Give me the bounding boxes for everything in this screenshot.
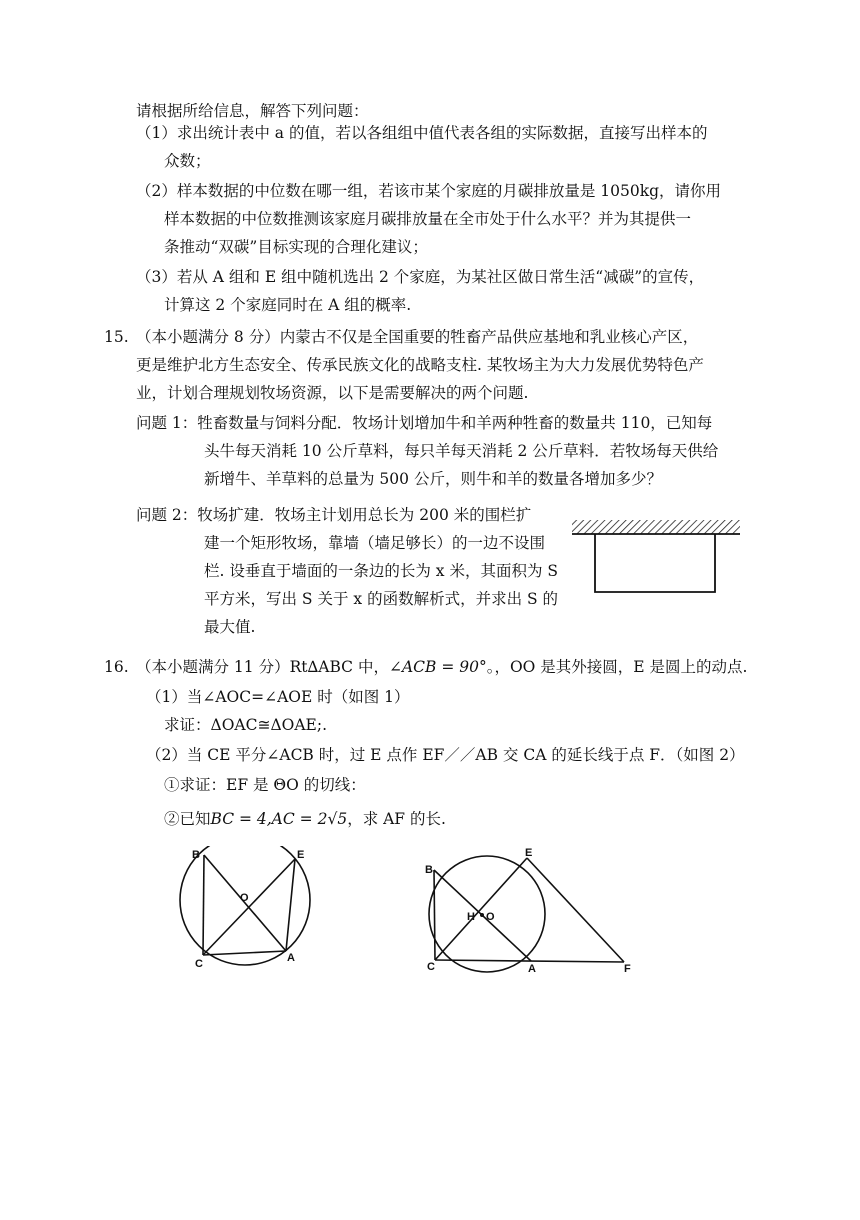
q15-problem2-line2: 建一个矩形牧场，靠墙（墙足够长）的一边不设围 bbox=[204, 534, 546, 552]
fig1-line-CA bbox=[203, 951, 286, 955]
q15-problem2-line3: 栏. 设垂直于墙面的一条边的长为 x 米，其面积为 S bbox=[204, 562, 558, 580]
figure-2 bbox=[424, 846, 644, 986]
q16-part1-proof: 求证：ΔOAC≅ΔOAE;. bbox=[164, 716, 327, 734]
q14-part2-line2: 样本数据的中位数推测该家庭月碳排放量在全市处于什么水平？并为其提供一 bbox=[164, 210, 692, 228]
q16-part2-sub2 bbox=[164, 808, 446, 830]
q15-problem1-line3: 新增牛、羊草料的总量为 500 公斤，则牛和羊的数量各增加多少？ bbox=[204, 470, 662, 488]
q15-problem2-line5: 最大值. bbox=[204, 618, 256, 636]
q16-sub2-pre: ②已知 bbox=[164, 810, 211, 828]
q15-line2: 更是维护北方生态安全、传承民族文化的战略支柱. 某牧场主为大力发展优势特色产 bbox=[136, 356, 704, 374]
wall-hatch bbox=[572, 520, 740, 534]
q15-problem1-line1: 问题 1：牲畜数量与饲料分配．牧场计划增加牛和羊两种牲畜的数量共 110，已知每 bbox=[136, 414, 713, 432]
q15-problem1-line2: 头牛每天消耗 10 公斤草料，每只羊每天消耗 2 公斤草料．若牧场每天供给 bbox=[204, 442, 719, 460]
fig1-label-E: E bbox=[297, 849, 305, 861]
fig1-line-EC bbox=[203, 859, 295, 955]
fig2-line-BC bbox=[434, 870, 435, 960]
q14-part1-line2: 众数； bbox=[164, 152, 211, 170]
q16-line1 bbox=[136, 656, 747, 678]
q15-problem2-line4: 平方米，写出 S 关于 x 的函数解析式，并求出 S 的 bbox=[204, 590, 559, 608]
q15-problem2-line1: 问题 2：牧场扩建．牧场主计划用总长为 200 米的围栏扩 bbox=[136, 506, 532, 524]
fig2-label-A: A bbox=[528, 963, 536, 975]
intro-text: 请根据所给信息，解答下列问题： bbox=[136, 102, 369, 120]
fig1-label-O: O bbox=[240, 892, 249, 904]
fig2-point-O bbox=[480, 913, 484, 917]
q16-part2-sub1: ①求证：EF 是 ΘO 的切线： bbox=[164, 776, 366, 794]
q14-part2-line1: （2）样本数据的中位数在哪一组，若该市某个家庭的月碳排放量是 1050kg，请你用 bbox=[136, 182, 722, 200]
fig2-label-E: E bbox=[525, 847, 533, 859]
q16-part1: （1）当∠AOC=∠AOE 时（如图 1） bbox=[146, 688, 410, 706]
q14-part3-line1: （3）若从 A 组和 E 组中随机选出 2 个家庭，为某社区做日常生活“减碳”的宣传， bbox=[136, 268, 705, 286]
q16-sub2-post: ，求 AF 的长. bbox=[347, 810, 446, 828]
q14-part3-line2: 计算这 2 个家庭同时在 A 组的概率. bbox=[164, 296, 412, 314]
q15-line3: 业，计划合理规划牧场资源，以下是需要解决的两个问题. bbox=[136, 384, 529, 402]
fig2-label-B: B bbox=[425, 864, 433, 876]
figure-1 bbox=[176, 846, 316, 986]
q15-number: 15. bbox=[104, 328, 129, 346]
fig2-label-H: H bbox=[467, 911, 475, 923]
fig1-label-A: A bbox=[287, 952, 295, 964]
fig2-label-F: F bbox=[624, 963, 631, 975]
fig1-line-AE bbox=[286, 859, 295, 951]
q16-line1-post: 。，OO 是其外接圆，E 是圆上的动点. bbox=[486, 658, 748, 676]
fig2-line-EF bbox=[527, 858, 624, 962]
fig1-label-C: C bbox=[195, 958, 203, 970]
q16-angle-expression: ∠ACB = 90° bbox=[388, 658, 487, 676]
fig2-label-C: C bbox=[427, 961, 435, 973]
q16-given-lengths: BC = 4,AC = 2√5 bbox=[210, 810, 348, 828]
q14-part2-line3: 条推动“双碳”目标实现的合理化建议； bbox=[164, 238, 428, 256]
q16-number: 16. bbox=[104, 658, 129, 676]
q16-part2: （2）当 CE 平分∠ACB 时，过 E 点作 EF／／AB 交 CA 的延长线于点 F．（如图 2） bbox=[146, 746, 745, 764]
q14-part1-line1: （1）求出统计表中 a 的值，若以各组组中值代表各组的实际数据，直接写出样本的 bbox=[136, 124, 708, 142]
fence-rectangle bbox=[595, 534, 715, 592]
fig1-line-BC bbox=[203, 855, 204, 955]
fig1-label-B: B bbox=[192, 849, 200, 861]
q15-line1: （本小题满分 8 分）内蒙古不仅是全国重要的牲畜产品供应基地和乳业核心产区， bbox=[136, 328, 699, 346]
fig2-label-O: O bbox=[486, 911, 495, 923]
q16-line1-pre: （本小题满分 11 分）Rt∆ABC 中， bbox=[136, 658, 389, 676]
pasture-diagram bbox=[571, 518, 741, 598]
